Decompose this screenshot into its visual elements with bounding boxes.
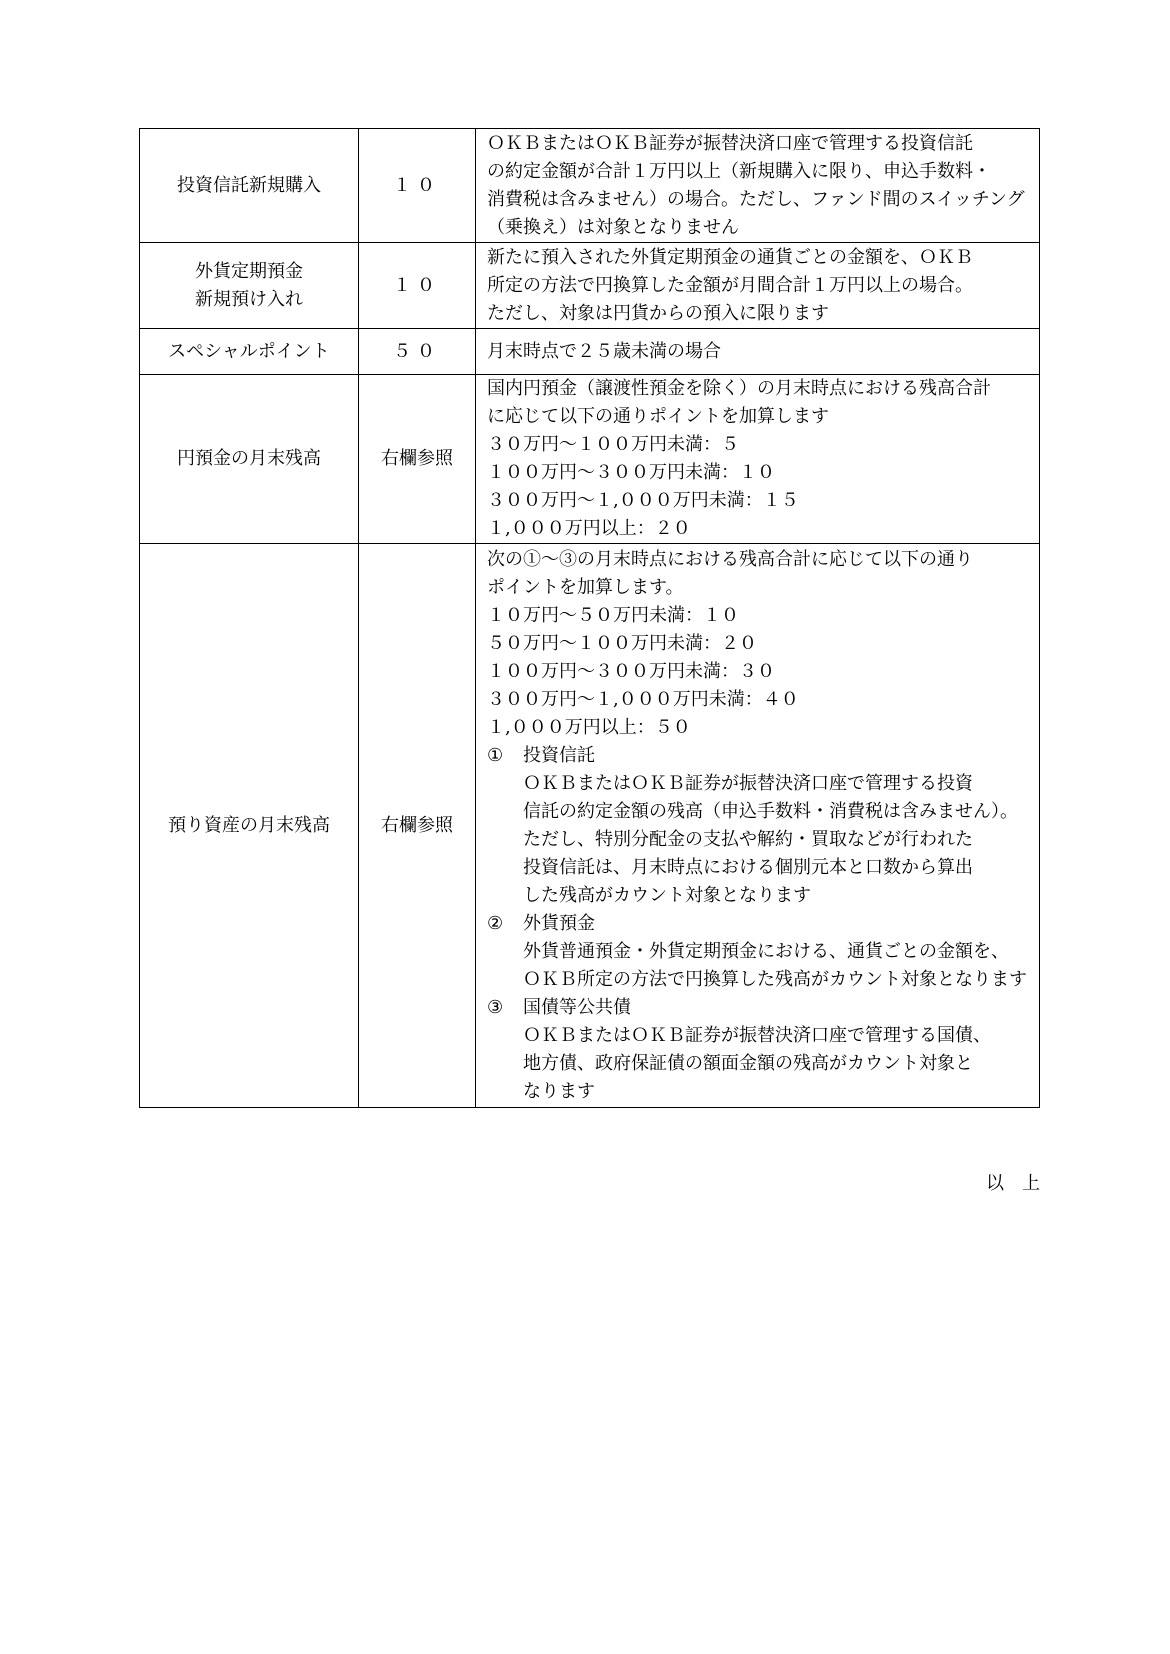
points-value: 右欄参照 [381,448,453,469]
condition-cell [476,544,1040,1108]
condition-cell [476,129,1040,243]
sub-item-line: ただし、特別分配金の支払や解約・買取などが行われた [523,828,973,850]
points-table [139,128,1040,1108]
table-row [140,243,1040,329]
condition-line: の約定金額が合計１万円以上（新規購入に限り、申込手数料・ [487,160,991,182]
condition-line: 国内円預金（譲渡性預金を除く）の月末時点における残高合計 [487,378,991,399]
sub-item-line: 地方債、政府保証債の額面金額の残高がカウント対象と [523,1052,973,1074]
condition-line: １,０００万円以上：５０ [487,716,691,738]
sub-item-line: ＯＫＢまたはＯＫＢ証券が振替決済口座で管理する国債、 [523,1024,991,1046]
condition-line: ３０万円～１００万円未満：５ [487,434,739,455]
item-cell [140,243,359,329]
item-cell [140,375,359,544]
condition-cell [476,329,1040,375]
sub-item-heading [487,742,1031,770]
condition-line: ３００万円～１,０００万円未満：４０ [487,688,799,710]
points-cell [359,544,476,1108]
condition-line: ＯＫＢまたはＯＫＢ証券が振替決済口座で管理する投資信託 [487,132,973,154]
circled-number: ② [487,912,504,934]
sub-item-line: なります [523,1080,595,1102]
condition-line: １００万円～３００万円未満：３０ [487,660,775,682]
sub-item-line: 投資信託は、月末時点における個別元本と口数から算出 [523,856,973,878]
table-row [140,544,1040,1108]
sub-item-title: 外貨預金 [523,912,595,934]
condition-line: ５０万円～１００万円未満：２０ [487,632,757,654]
condition-line: 新たに預入された外貨定期預金の通貨ごとの金額を、ＯＫＢ [487,246,973,268]
condition-line: （乗換え）は対象となりません [487,216,739,238]
points-cell [359,329,476,375]
item-cell [140,544,359,1108]
circled-number: ① [487,744,504,766]
condition-line: ただし、対象は円貨からの預入に限ります [487,302,829,324]
condition-line: ポイントを加算します。 [487,576,684,598]
points-cell [359,129,476,243]
item-label: スペシャルポイント [168,340,330,362]
closing-text: 以 上 [986,1173,1040,1194]
table-row [140,329,1040,375]
item-label: 新規預け入れ [195,288,303,310]
sub-item-line: 信託の約定金額の残高（申込手数料・消費税は含みません）。 [523,800,1018,822]
sub-item-title: 国債等公共債 [523,996,631,1018]
condition-line: １０万円～５０万円未満：１０ [487,604,739,626]
sub-item-line: 外貨普通預金・外貨定期預金における、通貨ごとの金額を、 [523,940,1009,962]
condition-line: １,０００万円以上：２０ [487,518,691,539]
sub-item-title: 投資信託 [523,744,595,766]
circled-number: ③ [487,996,504,1018]
sub-item-line: ＯＫＢ所定の方法で円換算した残高がカウント対象となります [523,968,1027,990]
points-value: １０ [393,174,441,196]
item-cell [140,129,359,243]
sub-item-line: ＯＫＢまたはＯＫＢ証券が振替決済口座で管理する投資 [523,772,973,794]
condition-line: 消費税は含みません）の場合。ただし、ファンド間のスイッチング [487,188,1025,210]
condition-cell [476,243,1040,329]
item-label: 円預金の月末残高 [177,448,321,469]
condition-line: 所定の方法で円換算した金額が月間合計１万円以上の場合。 [487,274,973,296]
condition-line: 次の①～③の月末時点における残高合計に応じて以下の通り [487,548,973,570]
points-value: ５０ [393,340,441,362]
points-value: 右欄参照 [381,814,453,836]
item-cell [140,329,359,375]
points-cell [359,243,476,329]
item-label: 預り資産の月末残高 [168,814,330,836]
condition-line: に応じて以下の通りポイントを加算します [487,406,829,427]
condition-line: ３００万円～１,０００万円未満：１５ [487,490,799,511]
table-row [140,375,1040,544]
condition-cell [476,375,1040,544]
sub-item-line: した残高がカウント対象となります [523,884,811,906]
sub-item-heading [487,994,1031,1022]
points-cell [359,375,476,544]
table-row [140,129,1040,243]
condition-line: １００万円～３００万円未満：１０ [487,462,775,483]
item-label: 投資信託新規購入 [177,174,321,196]
sub-item-heading [487,910,1031,938]
points-value: １０ [393,274,441,296]
item-label: 外貨定期預金 [195,260,303,282]
condition-line: 月末時点で２５歳未満の場合 [487,340,721,362]
